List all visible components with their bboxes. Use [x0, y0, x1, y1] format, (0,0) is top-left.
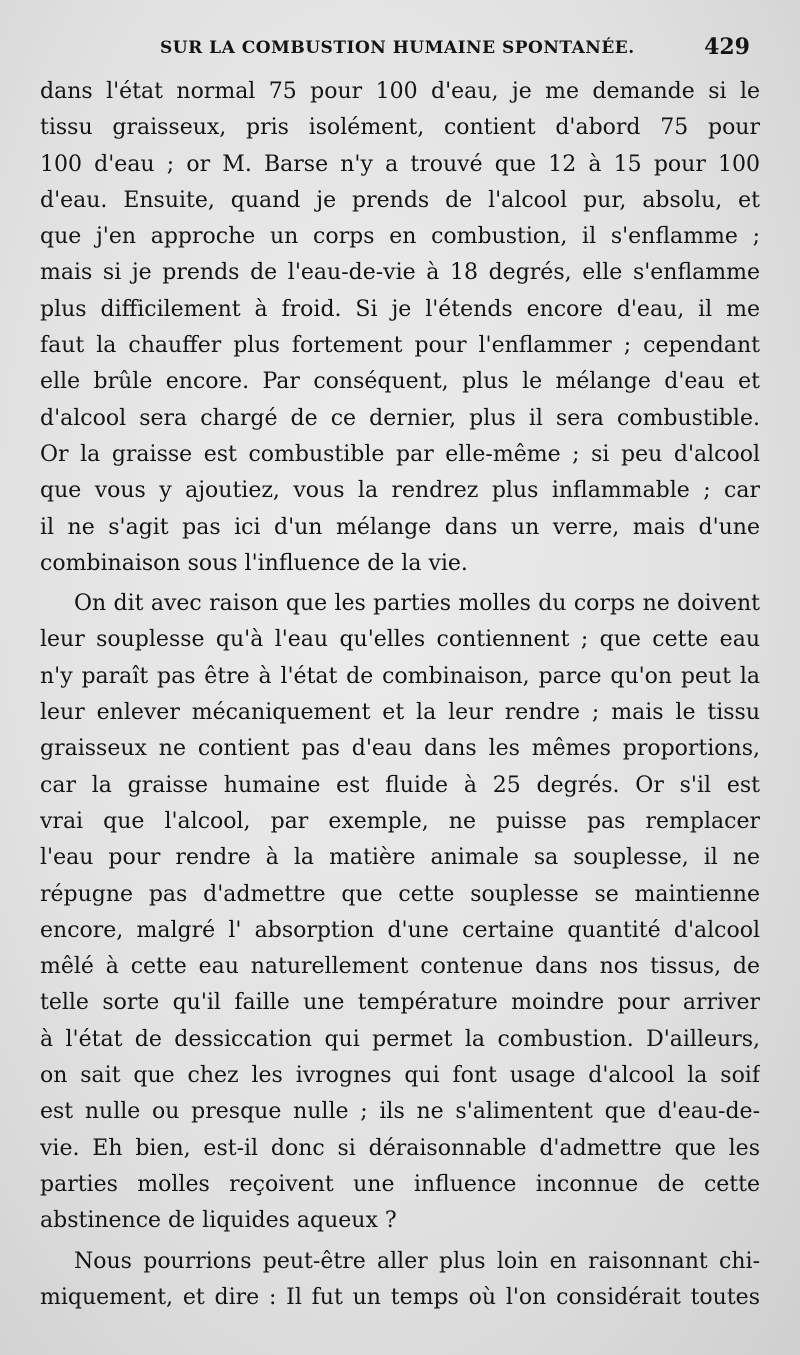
text-line: n'y paraît pas être à l'état de combinaison, parce qu'on peut la	[40, 663, 760, 689]
text-line: d'eau. Ensuite, quand je prends de l'alcool pur, absolu, et	[40, 187, 760, 213]
text-line: mais si je prends de l'eau-de-vie à 18 degrés, elle s'enflamme	[40, 260, 760, 286]
text-line: leur enlever mécaniquement et la leur rendre ; mais le tissu	[40, 700, 760, 726]
text-line: tissu graisseux, pris isolément, contient d'abord 75 pour	[40, 115, 760, 141]
text-line: d'alcool sera chargé de ce dernier, plus il sera combustible.	[40, 405, 760, 431]
text-line: répugne pas d'admettre que cette souplesse se maintienne	[40, 881, 760, 907]
text-line: parties molles reçoivent une influence inconnue de cette	[40, 1171, 760, 1197]
text-line: leur souplesse qu'à l'eau qu'elles contiennent ; que cette eau	[40, 627, 760, 653]
text-line: à l'état de dessiccation qui permet la combustion. D'ailleurs,	[40, 1026, 760, 1052]
text-line: abstinence de liquides aqueux ?	[40, 1208, 397, 1234]
text-line: il ne s'agit pas ici d'un mélange dans un verre, mais d'une	[40, 514, 760, 540]
page-header	[160, 36, 750, 64]
text-line: est nulle ou presque nulle ; ils ne s'alimentent que d'eau-de-	[40, 1099, 760, 1125]
text-line: vrai que l'alcool, par exemple, ne puisse pas remplacer	[40, 808, 760, 834]
text-line: miquement, et dire : Il fut un temps où l'on considérait toutes	[40, 1284, 760, 1310]
text-line: Or la graisse est combustible par elle-même ; si peu d'alcool	[40, 441, 760, 467]
text-line: on sait que chez les ivrognes qui font usage d'alcool la soif	[40, 1063, 760, 1089]
text-line: encore, malgré l' absorption d'une certaine quantité d'alcool	[40, 917, 760, 943]
text-line: que vous y ajoutiez, vous la rendrez plus inflammable ; car	[40, 478, 760, 504]
text-line: car la graisse humaine est fluide à 25 degrés. Or s'il est	[40, 772, 760, 798]
text-line: mêlé à cette eau naturellement contenue dans nos tissus, de	[40, 954, 760, 980]
text-line: elle brûle encore. Par conséquent, plus le mélange d'eau et	[40, 369, 760, 395]
paragraph-first-line: On dit avec raison que les parties molles du corps ne doivent	[74, 591, 760, 617]
text-line: combinaison sous l'influence de la vie.	[40, 550, 468, 576]
text-line: telle sorte qu'il faille une température moindre pour arriver	[40, 990, 760, 1016]
text-line: faut la chauffer plus fortement pour l'enflammer ; cependant	[40, 333, 760, 359]
text-line: graisseux ne contient pas d'eau dans les mêmes proportions,	[40, 736, 760, 762]
text-line: dans l'état normal 75 pour 100 d'eau, je me demande si le	[40, 79, 760, 104]
text-line: l'eau pour rendre à la matière animale sa souplesse, il ne	[40, 845, 760, 871]
running-title: SUR LA COMBUSTION HUMAINE SPONTANÉE.	[160, 38, 635, 58]
body-text	[40, 74, 760, 1316]
text-line: plus difficilement à froid. Si je l'étends encore d'eau, il me	[40, 296, 760, 322]
page-number: 429	[704, 34, 750, 60]
paragraph-first-line: Nous pourrions peut-être aller plus loin en raisonnant chi-	[74, 1248, 760, 1274]
text-line: 100 d'eau ; or M. Barse n'y a trouvé que 12 à 15 pour 100	[40, 151, 760, 177]
text-line: vie. Eh bien, est-il donc si déraisonnable d'admettre que les	[40, 1135, 760, 1161]
text-line: que j'en approche un corps en combustion, il s'enflamme ;	[40, 224, 760, 250]
